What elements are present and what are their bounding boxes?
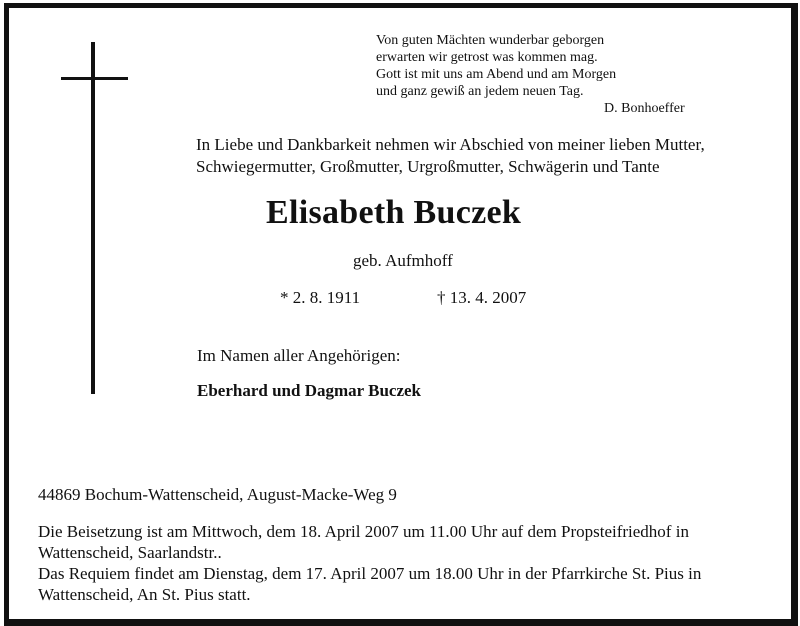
birth-date: * 2. 8. 1911 bbox=[280, 288, 361, 307]
death-date: † 13. 4. 2007 bbox=[437, 288, 527, 307]
poem-author: D. Bonhoeffer bbox=[604, 101, 685, 116]
funeral-line: Das Requiem findet am Dienstag, dem 17. April 2007 um 18.00 Uhr in der Pfarrkirche St. Pius in bbox=[38, 564, 702, 583]
funeral-line: Wattenscheid, An St. Pius statt. bbox=[38, 585, 251, 604]
family-address: 44869 Bochum-Wattenscheid, August-Macke-Weg 9 bbox=[38, 485, 397, 504]
intro-line: In Liebe und Dankbarkeit nehmen wir Abschied von meiner lieben Mutter, bbox=[196, 135, 705, 154]
deceased-name: Elisabeth Buczek bbox=[266, 194, 522, 231]
poem-line: Gott ist mit uns am Abend und am Morgen bbox=[376, 67, 617, 82]
funeral-details bbox=[38, 521, 778, 605]
cross-horizontal-bar bbox=[61, 77, 128, 80]
poem-quote bbox=[376, 32, 726, 117]
farewell-intro bbox=[196, 134, 776, 178]
birth-name: geb. Aufmhoff bbox=[353, 251, 453, 270]
funeral-line: Die Beisetzung ist am Mittwoch, dem 18. April 2007 um 11.00 Uhr auf dem Propsteifriedhof in bbox=[38, 522, 689, 541]
poem-line: und ganz gewiß an jedem neuen Tag. bbox=[376, 84, 584, 99]
intro-line: Schwiegermutter, Großmutter, Urgroßmutter, Schwägerin und Tante bbox=[196, 157, 660, 176]
poem-line: erwarten wir getrost was kommen mag. bbox=[376, 50, 598, 65]
obituary-notice bbox=[4, 3, 798, 626]
cross-vertical-bar bbox=[91, 42, 95, 394]
funeral-line: Wattenscheid, Saarlandstr.. bbox=[38, 543, 222, 562]
mourners-names: Eberhard und Dagmar Buczek bbox=[197, 381, 422, 400]
mourners-heading: Im Namen aller Angehörigen: bbox=[197, 346, 401, 365]
poem-line: Von guten Mächten wunderbar geborgen bbox=[376, 33, 605, 48]
